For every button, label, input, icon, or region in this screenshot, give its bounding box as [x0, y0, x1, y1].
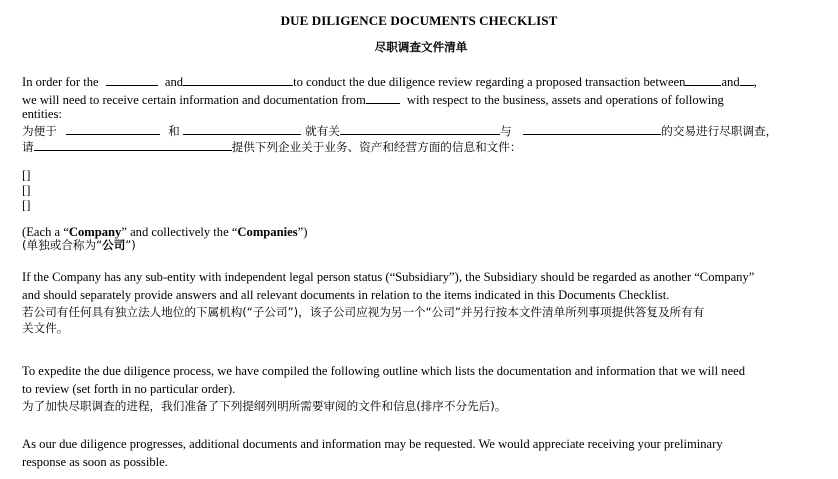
intro-zh-text: 请	[22, 140, 34, 154]
document-title-zh: 尽职调查文件清单	[374, 40, 468, 54]
subsidiary-zh-line-2: 关文件。	[22, 321, 69, 335]
intro-zh-text: 的交易进行尽职调查，	[661, 124, 778, 138]
expedite-zh-line: 为了加快尽职调查的进程，我们准备了下列提纲列明所需要审阅的文件和信息(排序不分先后)。	[22, 399, 507, 413]
subsidiary-zh-line-1: 若公司有任何具有独立法人地位的下属机构(“子公司”)，该子公司应视为另一个“公司”并另行按本文件清单所列事项提供答复及所有有	[22, 305, 705, 319]
intro-text: and	[721, 75, 740, 89]
blank-field[interactable]	[34, 138, 232, 151]
company-def-text: (Each a “	[22, 225, 69, 239]
company-definition-zh	[22, 238, 136, 254]
closing-en-line-1: As our due diligence progresses, additional documents and information may be requested. We would appreciate receiving your preliminary	[22, 437, 723, 451]
closing-en-line-2: response as soon as possible.	[22, 455, 168, 469]
subsidiary-en-line-1: If the Company has any sub-entity with independent legal person status (“Subsidiary”), the Subsidiary should be regarded as another “Company”	[22, 270, 755, 284]
intro-zh-text: 与	[499, 124, 512, 138]
expedite-en-line-2: to review (set forth in no particular order).	[22, 382, 236, 396]
document-title-en: DUE DILIGENCE DOCUMENTS CHECKLIST	[280, 13, 558, 28]
blank-field[interactable]	[366, 91, 400, 104]
intro-en-line-2	[22, 91, 724, 109]
expedite-en-line-1: To expedite the due diligence process, we have compiled the following outline which lists the documentation and information that we will need	[22, 364, 746, 378]
intro-text: ,	[753, 75, 757, 89]
company-def-text: ” and collectively the “	[121, 225, 238, 239]
intro-zh-text: 和	[168, 124, 180, 138]
intro-text: we will need to receive certain information and documentation from	[22, 93, 366, 107]
company-term: Company	[68, 225, 122, 239]
intro-zh-line-1	[22, 122, 777, 140]
intro-zh-text: 为便于	[22, 124, 57, 138]
intro-en-line-3: entities:	[22, 107, 62, 121]
companies-term: Companies	[237, 225, 298, 239]
blank-field[interactable]	[106, 73, 158, 86]
intro-text: and	[164, 75, 184, 89]
entity-placeholder-2[interactable]: []	[22, 183, 31, 197]
company-def-zh-text: (单独或合称为“	[22, 238, 103, 252]
blank-field[interactable]	[740, 73, 754, 86]
intro-text: to conduct the due diligence review regarding a proposed transaction between	[293, 75, 686, 89]
intro-en-line-1	[22, 73, 757, 91]
entity-placeholder-3[interactable]: []	[22, 198, 31, 212]
intro-zh-line-2	[22, 138, 521, 156]
intro-text: In order for the	[22, 75, 99, 89]
company-def-text: ”)	[297, 225, 308, 239]
intro-text: with respect to the business, assets and operations of following	[406, 93, 724, 107]
blank-field[interactable]	[523, 122, 661, 135]
company-def-zh-text: ”)	[125, 238, 136, 252]
blank-field[interactable]	[66, 122, 160, 135]
company-term-zh: 公司	[102, 238, 126, 252]
entity-placeholder-1[interactable]: []	[22, 168, 31, 182]
blank-field[interactable]	[183, 73, 293, 86]
blank-field[interactable]	[183, 122, 301, 135]
blank-field[interactable]	[340, 122, 500, 135]
blank-field[interactable]	[685, 73, 721, 86]
intro-zh-text: 提供下列企业关于业务、资产和经营方面的信息和文件：	[231, 140, 522, 154]
subsidiary-en-line-2: and should separately provide answers and all relevant documents in relation to the items indicated in this Documents Checklist.	[22, 288, 670, 302]
intro-zh-text: 就有关	[305, 124, 340, 138]
